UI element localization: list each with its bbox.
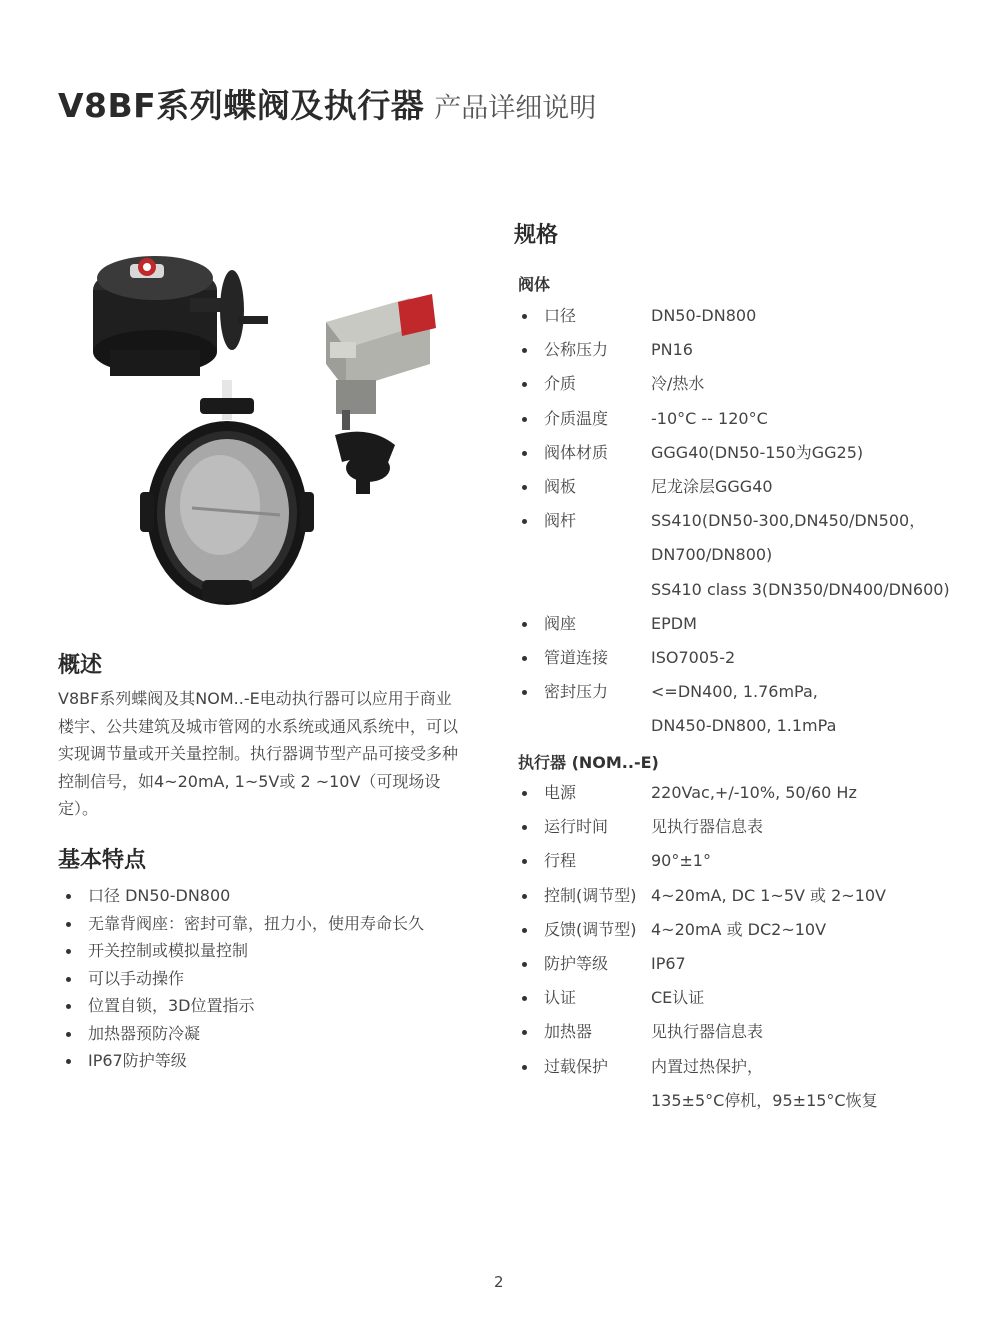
spec-label: 口径: [544, 306, 577, 325]
spec-label: 过载保护: [544, 1056, 609, 1076]
feature-item: 位置自锁，3D位置指示: [58, 992, 424, 1020]
spec-label: 密封压力: [544, 682, 609, 702]
title-subtitle: 产品详细说明: [434, 93, 597, 124]
product-photo: [80, 230, 460, 630]
spec-label: 阀板: [544, 476, 577, 496]
page-title: [58, 80, 596, 127]
spec-value: 4~20mA 或 DC2~10V: [651, 919, 827, 939]
spec-label: 公称压力: [544, 340, 609, 360]
spec-value: DN450-DN800, 1.1mPa: [651, 716, 837, 736]
spec-value: -10°C -- 120°C: [651, 408, 768, 428]
spec-value: GGG40(DN50-150为GG25): [651, 442, 864, 462]
feature-item: 无靠背阀座：密封可靠，扭力小，使用寿命长久: [58, 910, 424, 938]
spec-value: 见执行器信息表: [651, 1022, 764, 1042]
spec-label: 阀座: [544, 613, 577, 633]
features-heading: 基本特点: [58, 848, 147, 873]
spec-value: 冷/热水: [651, 374, 705, 394]
spec-value: DN700/DN800): [651, 545, 773, 565]
overview-heading: 概述: [58, 653, 103, 678]
spec-label: 阀杆: [544, 511, 577, 531]
features-list: [58, 882, 424, 1075]
feature-item: 开关控制或模拟量控制: [58, 937, 424, 965]
spec-value: 90°±1°: [651, 851, 711, 871]
spec-value: SS410 class 3(DN350/DN400/DN600): [651, 579, 950, 599]
spec-label: 电源: [544, 783, 577, 802]
spec-value: 4~20mA, DC 1~5V 或 2~10V: [651, 885, 887, 905]
spec-value: IP67: [651, 953, 686, 973]
spec-value: ISO7005-2: [651, 647, 736, 667]
spec-value: 见执行器信息表: [651, 817, 764, 837]
spec-label: 介质: [544, 374, 577, 394]
actuator-illustration: [93, 256, 268, 376]
valve-body-label: 阀体: [518, 275, 551, 294]
spec-label: 加热器: [544, 1022, 593, 1042]
valve-illustration: [140, 380, 314, 605]
spec-label: 认证: [544, 988, 577, 1008]
spec-label: 行程: [544, 851, 577, 871]
spec-label: 反馈(调节型): [544, 919, 637, 939]
spec-label: 防护等级: [544, 953, 609, 973]
spec-value: 135±5°C停机，95±15°C恢复: [651, 1090, 878, 1110]
spec-label: 运行时间: [544, 817, 609, 837]
specs-heading: 规格: [514, 223, 559, 248]
feature-item: IP67防护等级: [58, 1047, 424, 1075]
overview-text: V8BF系列蝶阀及其NOM..-E电动执行器可以应用于商业楼宇、公共建筑及城市管网的水系统或通风系统中，可以实现调节量或开关量控制。执行器调节型产品可接受多种控制信号，如4~20mA, 1~5V或 2 ~10V（可现场设定）。: [58, 689, 459, 818]
spec-value: <=DN400, 1.76mPa,: [651, 682, 818, 702]
actuator-label: 执行器 (NOM..-E): [518, 753, 659, 772]
page-number: 2: [494, 1273, 504, 1291]
spec-label: 阀体材质: [544, 442, 609, 462]
spec-value: SS410(DN50-300,DN450/DN500，: [651, 511, 926, 531]
spec-value: 尼龙涂层GGG40: [651, 476, 773, 496]
spec-label: 控制(调节型): [544, 885, 637, 905]
feature-item: 可以手动操作: [58, 965, 424, 993]
feature-item: 口径 DN50-DN800: [58, 882, 424, 910]
small-actuator-illustration: [326, 294, 436, 494]
spec-label: 管道连接: [544, 647, 609, 667]
spec-value: EPDM: [651, 613, 697, 633]
spec-value: CE认证: [651, 988, 705, 1008]
spec-value: DN50-DN800: [651, 306, 757, 325]
spec-value: PN16: [651, 340, 693, 360]
spec-label: 介质温度: [544, 408, 609, 428]
title-main: V8BF系列蝶阀及执行器: [58, 86, 425, 125]
spec-value: 220Vac,+/-10%, 50/60 Hz: [651, 783, 857, 802]
spec-value: 内置过热保护，: [651, 1056, 764, 1076]
feature-item: 加热器预防冷凝: [58, 1020, 424, 1048]
